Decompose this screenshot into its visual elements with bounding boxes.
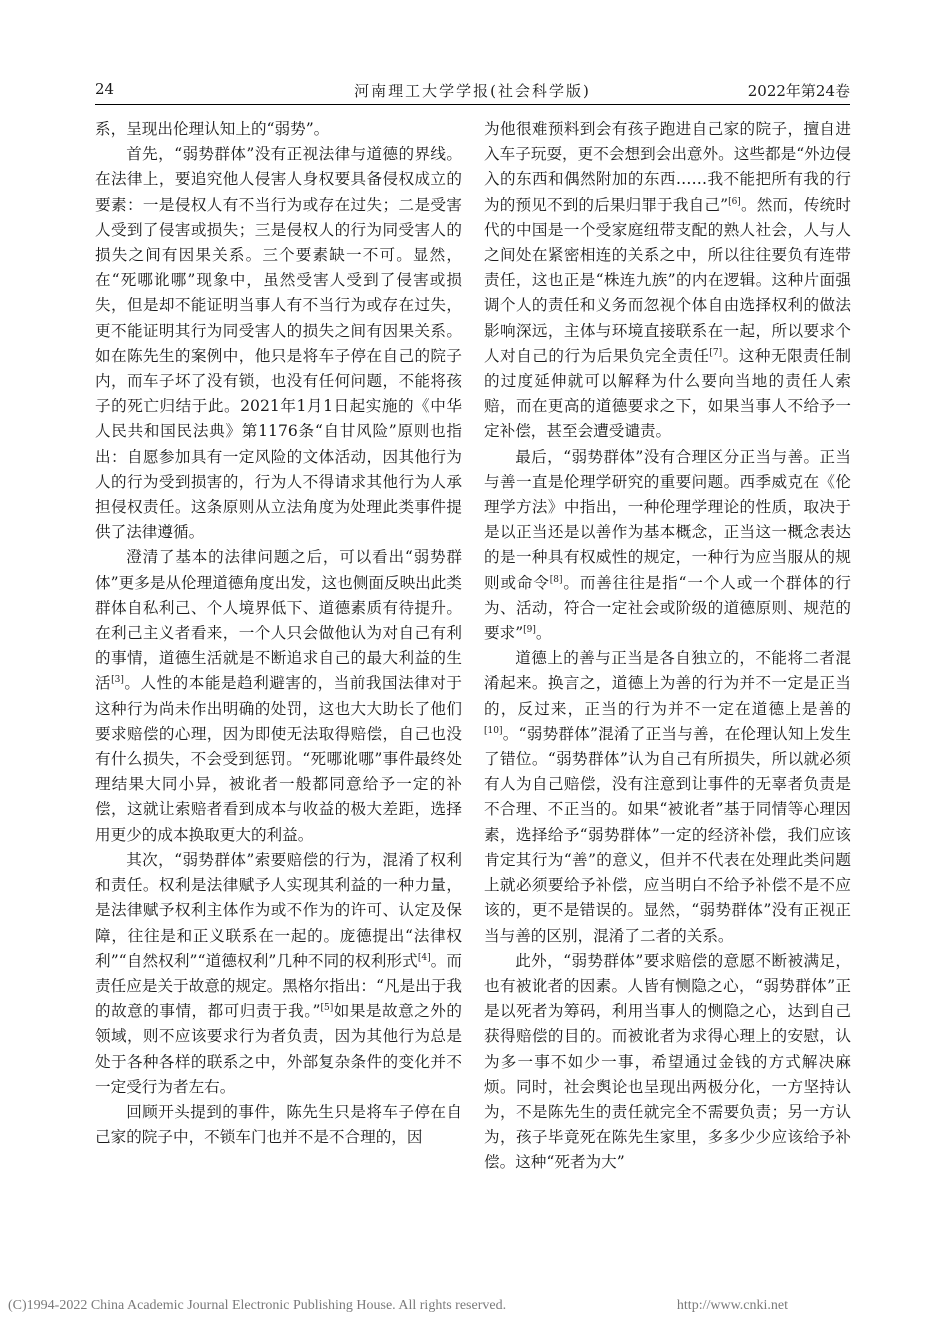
- left-column: [95, 117, 462, 1150]
- journal-title: 河南理工大学学报(社会科学版): [354, 82, 591, 100]
- citation-ref: [4]: [417, 952, 431, 963]
- volume-info: 2022年第24卷: [747, 82, 850, 100]
- paragraph: 此外，“弱势群体”要求赔偿的意愿不断被满足，也有被讹者的因素。人皆有恻隐之心，“弱势群体”正是以死者为筹码，利用当事人的恻隐之心，达到自己获得赔偿的目的。而被讹者为求得心理上的安慰，认为多一事不如少一事，希望通过金钱的方式解决麻烦。同时，社会舆论也呈现出两极分化，一方坚持认为，不是陈先生的责任就完全不需要负责；另一方认为，孩子毕竟死在陈先生家里，多多少少应该给予补偿。这种“死者为大”: [484, 951, 851, 1172]
- citation-ref: [8]: [549, 574, 563, 585]
- paragraph: 其次，“弱势群体”索要赔偿的行为，混淆了权利和责任。权利是法律赋予人实现其利益的一种力量，是法律赋予权利主体作为或不作为的许可、认定及保障，往往是和正义联系在一起的。庞德提出“法律权利”“自然权利”“道德权利”几种不同的权利形式[4]。而责任应是关于故意的规定。黑格尔指出：“凡是出于我的故意的事情，都可归责于我。”[5]如果是故意之外的领域，则不应该要求行为者负责，因为其他行为总是处于各种各样的联系之中，外部复杂条件的变化并不一定受行为者左右。: [95, 850, 462, 1096]
- paragraph: 为他很难预料到会有孩子跑进自己家的院子，擅自进入车子玩耍，更不会想到会出意外。这些都是“外边侵入的东西和偶然附加的东西……我不能把所有我的行为的预见不到的后果归罪于我自己”[6]。然而，传统时代的中国是一个受家庭纽带支配的熟人社会，人与人之间处在紧密相连的关系之中，所以往往要负有连带责任，这也正是“株连九族”的内在逻辑。这种片面强调个人的责任和义务而忽视个体自由选择权利的做法影响深远，主体与环境直接联系在一起，所以要求个人对自己的行为后果负完全责任[7]。这种无限责任制的过度延伸就可以解释为什么要向当地的责任人索赔，而在更高的道德要求之下，如果当事人不给予一定补偿，甚至会遭受谴责。: [484, 120, 851, 441]
- citation-ref: [10]: [484, 725, 503, 736]
- paragraph: 最后，“弱势群体”没有合理区分正当与善。正当与善一直是伦理学研究的重要问题。西季威克在《伦理学方法》中指出，一种伦理学理论的性质，取决于是以正当还是以善作为基本概念，正当这一概念表达的是一种具有权威性的规定，一种行为应当服从的规则或命令[8]。而善往往是指“一个人或一个群体的行为、活动，符合一定社会或阶级的道德原则、规范的要求”[9]。: [484, 447, 851, 643]
- website-link[interactable]: http://www.cnki.net: [676, 1298, 788, 1313]
- right-column: [484, 117, 851, 1176]
- header-rule: [95, 104, 850, 105]
- paragraph: 道德上的善与正当是各自独立的，不能将二者混淆起来。换言之，道德上为善的行为并不一定是正当的，反过来，正当的行为并不一定在道德上是善的[10]。“弱势群体”混淆了正当与善，在伦理认知上发生了错位。“弱势群体”认为自己有所损失，所以就必须有人为自己赔偿，没有注意到让事件的无辜者负责是不合理、不正当的。如果“被讹者”基于同情等心理因素，选择给予“弱势群体”一定的经济补偿，我们应该肯定其行为“善”的意义，但并不代表在处理此类问题上就必须要给予补偿，应当明白不给予补偿不是不应该的，更不是错误的。显然，“弱势群体”没有正视正当与善的区别，混淆了二者的关系。: [484, 649, 851, 945]
- paragraph: 澄清了基本的法律问题之后，可以看出“弱势群体”更多是从伦理道德角度出发，这也侧面反映出此类群体自私利己、个人境界低下、道德素质有待提升。在利己主义者看来，一个人只会做他认为对自己有利的事情，道德生活就是不断追求自己的最大利益的生活[3]。人性的本能是趋利避害的，当前我国法律对于这种行为尚未作出明确的处罚，这也大大助长了他们要求赔偿的心理，因为即使无法取得赔偿，自己也没有什么损失，不会受到惩罚。“死哪讹哪”事件最终处理结果大同小异，被讹者一般都同意给予一定的补偿，这就让索赔者看到成本与收益的极大差距，选择用更少的成本换取更大的利益。: [95, 548, 462, 844]
- citation-ref: [9]: [523, 624, 536, 635]
- copyright-notice: (C)1994-2022 China Academic Journal Electronic Publishing House. All rights reserved.: [8, 1298, 507, 1313]
- running-header: [95, 76, 850, 106]
- paragraph: 回顾开头提到的事件，陈先生只是将车子停在自己家的院子中，不锁车门也并不是不合理的，因: [95, 1102, 462, 1147]
- paragraph: 首先，“弱势群体”没有正视法律与道德的界线。在法律上，要追究他人侵害人身权要具备侵权成立的要素：一是侵权人有不当行为或存在过失；二是受害人受到了侵害或损失；三是侵权人的行为同受害人的损失之间有因果关系。三个要素缺一不可。显然，在“死哪讹哪”现象中，虽然受害人受到了侵害或损失，但是却不能证明当事人有不当行为或存在过失，更不能证明其行为同受害人的损失之间有因果关系。如在陈先生的案例中，他只是将车子停在自己的院子内，而车子坏了没有锁，也没有任何问题，不能将孩子的死亡归结于此。2021年1月1日起实施的《中华人民共和国民法典》第1176条“自甘风险”原则也指出：自愿参加具有一定风险的文体活动，因其他行为人的行为受到损害的，行为人不得请求其他行为人承担侵权责任。这条原则从立法角度为处理此类事件提供了法律遵循。: [95, 145, 462, 542]
- citation-ref: [7]: [709, 347, 723, 358]
- paragraph: 系，呈现出伦理认知上的“弱势”。: [95, 120, 330, 138]
- citation-ref: [6]: [728, 196, 741, 207]
- page-number: 24: [95, 80, 115, 98]
- citation-ref: [3]: [111, 675, 124, 686]
- citation-ref: [5]: [320, 1002, 334, 1013]
